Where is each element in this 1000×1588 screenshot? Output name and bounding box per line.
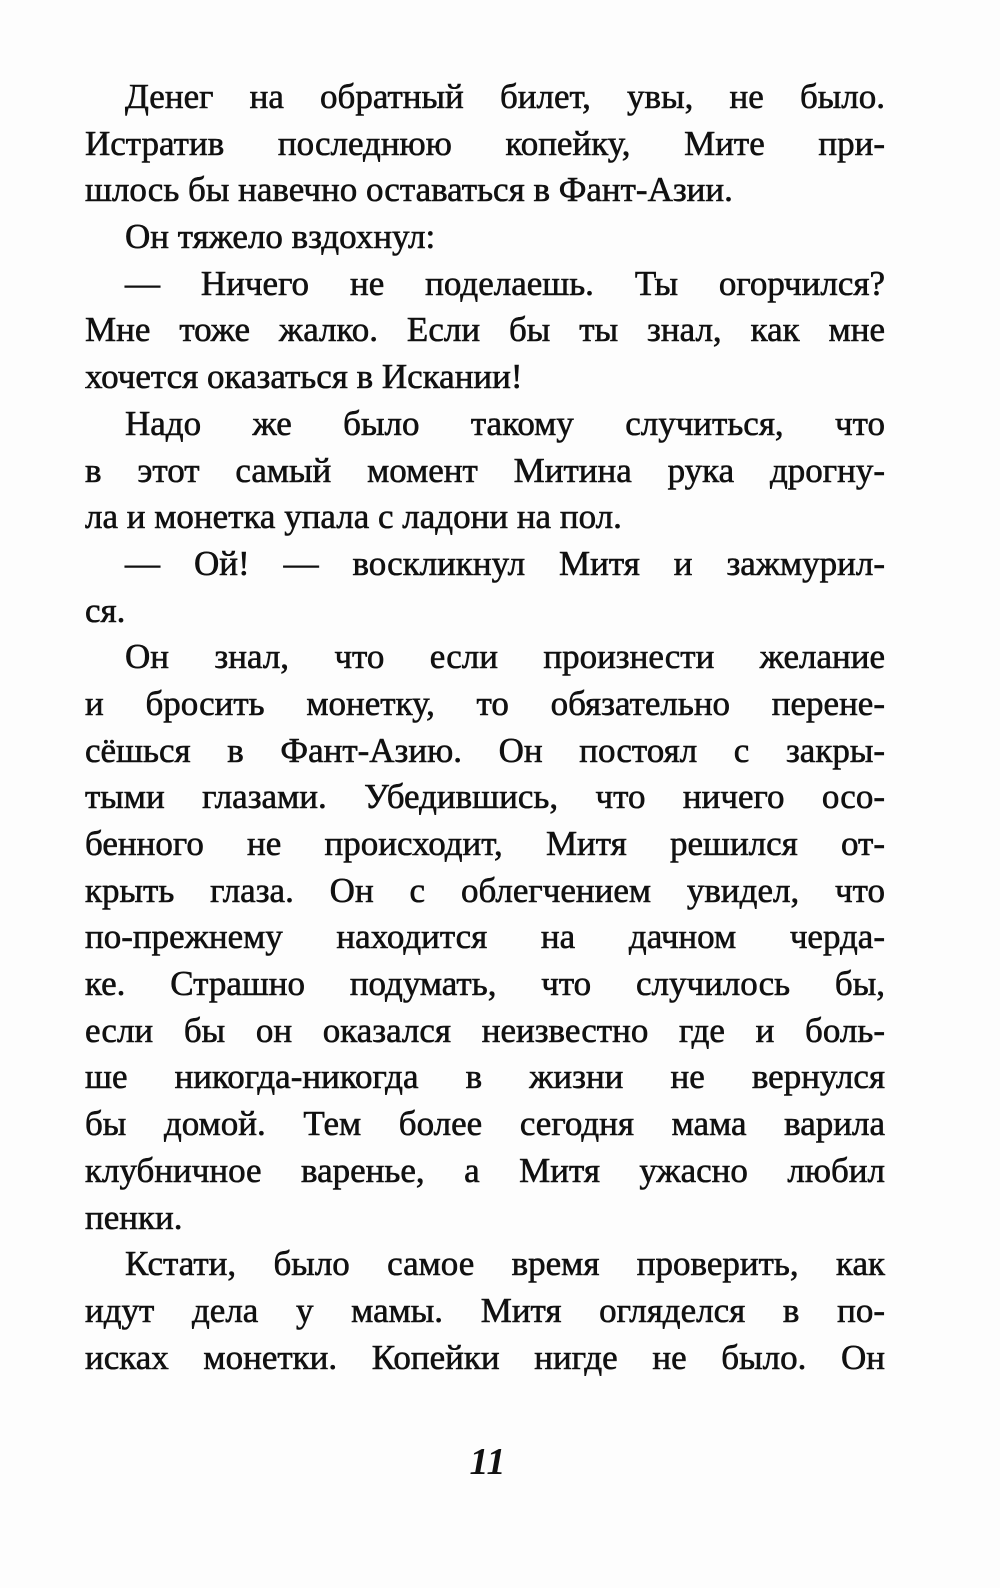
text-line: Истратив последнюю копейку, Мите при- bbox=[85, 123, 885, 163]
text-line: бы домой. Тем более сегодня мама варила bbox=[85, 1104, 885, 1144]
text-line: ся. bbox=[85, 590, 126, 630]
text-line: идут дела у мамы. Митя огляделся в по- bbox=[85, 1290, 885, 1330]
text-line: Он знал, что если произнести желание bbox=[125, 637, 885, 677]
text-line: сёшься в Фант-Азию. Он постоял с закры- bbox=[85, 730, 885, 770]
text-line: ше никогда-никогда в жизни не вернулся bbox=[85, 1057, 885, 1097]
text-line: пенки. bbox=[85, 1197, 183, 1237]
text-line: крыть глаза. Он с облегчением увидел, что bbox=[85, 870, 885, 910]
text-line: если бы он оказался неизвестно где и боль- bbox=[85, 1010, 885, 1050]
text-line: бенного не происходит, Митя решился от- bbox=[85, 824, 885, 863]
text-line: и бросить монетку, то обязательно перене- bbox=[85, 683, 885, 723]
text-line: Мне тоже жалко. Если бы ты знал, как мне bbox=[85, 310, 885, 350]
text-line: тыми глазами. Убедившись, что ничего осо- bbox=[85, 777, 885, 817]
text-line: исках монетки. Копейки нигде не было. Он bbox=[85, 1337, 885, 1377]
text-line: Он тяжело вздохнул: bbox=[125, 217, 436, 257]
text-line: Кстати, было самое время проверить, как bbox=[125, 1244, 885, 1284]
page-number: 11 bbox=[469, 1441, 506, 1483]
text-line: — Ой! — воскликнул Митя и зажмурил- bbox=[125, 543, 885, 583]
text-line: ла и монетка упала с ладони на пол. bbox=[85, 497, 622, 537]
text-line: Денег на обратный билет, увы, не было. bbox=[125, 77, 885, 116]
text-line: Надо же было такому случиться, что bbox=[125, 403, 885, 443]
text-line: в этот самый момент Митина рука дрогну- bbox=[85, 450, 885, 490]
text-line: шлось бы навечно оставаться в Фант-Азии. bbox=[85, 170, 733, 210]
text-line: по-прежнему находится на дачном черда- bbox=[85, 917, 885, 957]
text-line: — Ничего не поделаешь. Ты огорчился? bbox=[125, 263, 885, 303]
text-line: ке. Страшно подумать, что случилось бы, bbox=[85, 964, 885, 1004]
text-line: хочется оказаться в Искании! bbox=[85, 357, 523, 397]
text-line: клубничное варенье, а Митя ужасно любил bbox=[85, 1150, 885, 1190]
body-text bbox=[85, 74, 885, 1381]
